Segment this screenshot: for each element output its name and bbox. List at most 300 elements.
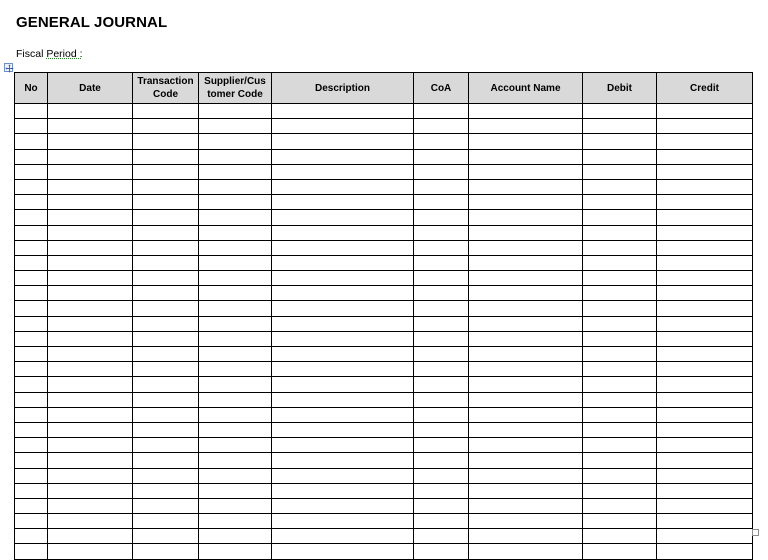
table-cell-no[interactable] xyxy=(15,301,48,316)
table-cell-account-name[interactable] xyxy=(469,422,583,437)
table-cell-date[interactable] xyxy=(48,438,133,453)
table-cell-date[interactable] xyxy=(48,529,133,544)
table-cell-debit[interactable] xyxy=(583,104,657,119)
table-cell-description[interactable] xyxy=(272,164,414,179)
table-cell-description[interactable] xyxy=(272,195,414,210)
table-cell-debit[interactable] xyxy=(583,544,657,559)
table-cell-account-name[interactable] xyxy=(469,134,583,149)
table-cell-no[interactable] xyxy=(15,514,48,529)
table-cell-transaction-code[interactable] xyxy=(133,210,199,225)
table-cell-transaction-code[interactable] xyxy=(133,104,199,119)
table-cell-supplier-customer-code[interactable] xyxy=(199,438,272,453)
table-cell-description[interactable] xyxy=(272,392,414,407)
table-cell-supplier-customer-code[interactable] xyxy=(199,134,272,149)
table-cell-supplier-customer-code[interactable] xyxy=(199,149,272,164)
table-cell-date[interactable] xyxy=(48,240,133,255)
table-cell-debit[interactable] xyxy=(583,149,657,164)
table-cell-account-name[interactable] xyxy=(469,240,583,255)
table-cell-debit[interactable] xyxy=(583,514,657,529)
table-cell-date[interactable] xyxy=(48,134,133,149)
column-header-coa: CoA xyxy=(414,73,469,104)
table-cell-description[interactable] xyxy=(272,149,414,164)
table-cell-transaction-code[interactable] xyxy=(133,331,199,346)
table-cell-no[interactable] xyxy=(15,210,48,225)
table-cell-description[interactable] xyxy=(272,529,414,544)
table-cell-coa[interactable] xyxy=(414,544,469,559)
table-cell-date[interactable] xyxy=(48,347,133,362)
table-cell-no[interactable] xyxy=(15,498,48,513)
table-row xyxy=(15,438,753,453)
table-cell-date[interactable] xyxy=(48,179,133,194)
table-cell-account-name[interactable] xyxy=(469,286,583,301)
table-cell-coa[interactable] xyxy=(414,377,469,392)
table-cell-credit[interactable] xyxy=(657,179,753,194)
table-cell-debit[interactable] xyxy=(583,286,657,301)
table-cell-debit[interactable] xyxy=(583,362,657,377)
table-cell-supplier-customer-code[interactable] xyxy=(199,164,272,179)
table-cell-account-name[interactable] xyxy=(469,407,583,422)
table-cell-transaction-code[interactable] xyxy=(133,407,199,422)
table-cell-description[interactable] xyxy=(272,134,414,149)
table-cell-description[interactable] xyxy=(272,255,414,270)
table-cell-credit[interactable] xyxy=(657,301,753,316)
table-cell-account-name[interactable] xyxy=(469,377,583,392)
table-cell-debit[interactable] xyxy=(583,453,657,468)
table-cell-transaction-code[interactable] xyxy=(133,483,199,498)
table-cell-coa[interactable] xyxy=(414,104,469,119)
table-cell-account-name[interactable] xyxy=(469,392,583,407)
table-cell-supplier-customer-code[interactable] xyxy=(199,514,272,529)
table-row xyxy=(15,195,753,210)
table-cell-account-name[interactable] xyxy=(469,119,583,134)
table-cell-account-name[interactable] xyxy=(469,316,583,331)
table-cell-date[interactable] xyxy=(48,316,133,331)
table-cell-account-name[interactable] xyxy=(469,164,583,179)
table-cell-transaction-code[interactable] xyxy=(133,529,199,544)
table-cell-debit[interactable] xyxy=(583,255,657,270)
table-cell-transaction-code[interactable] xyxy=(133,301,199,316)
table-cell-coa[interactable] xyxy=(414,316,469,331)
fiscal-period-label[interactable]: Period : xyxy=(46,48,83,60)
table-row xyxy=(15,377,753,392)
table-cell-description[interactable] xyxy=(272,104,414,119)
table-cell-debit[interactable] xyxy=(583,347,657,362)
table-cell-credit[interactable] xyxy=(657,210,753,225)
table-row xyxy=(15,286,753,301)
table-cell-account-name[interactable] xyxy=(469,149,583,164)
table-cell-credit[interactable] xyxy=(657,286,753,301)
table-cell-account-name[interactable] xyxy=(469,225,583,240)
table-cell-account-name[interactable] xyxy=(469,514,583,529)
table-cell-coa[interactable] xyxy=(414,468,469,483)
table-row xyxy=(15,210,753,225)
table-cell-no[interactable] xyxy=(15,179,48,194)
table-cell-credit[interactable] xyxy=(657,422,753,437)
table-cell-supplier-customer-code[interactable] xyxy=(199,529,272,544)
table-cell-no[interactable] xyxy=(15,544,48,559)
table-cell-no[interactable] xyxy=(15,438,48,453)
table-cell-date[interactable] xyxy=(48,225,133,240)
table-cell-debit[interactable] xyxy=(583,392,657,407)
table-cell-credit[interactable] xyxy=(657,104,753,119)
table-cell-account-name[interactable] xyxy=(469,347,583,362)
table-cell-coa[interactable] xyxy=(414,195,469,210)
table-cell-transaction-code[interactable] xyxy=(133,240,199,255)
table-cell-debit[interactable] xyxy=(583,119,657,134)
table-cell-description[interactable] xyxy=(272,407,414,422)
table-cell-coa[interactable] xyxy=(414,498,469,513)
table-cell-supplier-customer-code[interactable] xyxy=(199,179,272,194)
table-cell-credit[interactable] xyxy=(657,195,753,210)
table-cell-description[interactable] xyxy=(272,362,414,377)
table-cell-date[interactable] xyxy=(48,468,133,483)
table-cell-credit[interactable] xyxy=(657,529,753,544)
table-cell-supplier-customer-code[interactable] xyxy=(199,362,272,377)
table-cell-supplier-customer-code[interactable] xyxy=(199,195,272,210)
table-cell-no[interactable] xyxy=(15,453,48,468)
table-cell-no[interactable] xyxy=(15,104,48,119)
table-cell-supplier-customer-code[interactable] xyxy=(199,483,272,498)
table-cell-coa[interactable] xyxy=(414,286,469,301)
table-cell-date[interactable] xyxy=(48,149,133,164)
table-cell-no[interactable] xyxy=(15,119,48,134)
table-cell-account-name[interactable] xyxy=(469,301,583,316)
table-cell-credit[interactable] xyxy=(657,498,753,513)
table-cell-coa[interactable] xyxy=(414,134,469,149)
table-cell-transaction-code[interactable] xyxy=(133,164,199,179)
table-cell-date[interactable] xyxy=(48,195,133,210)
table-cell-description[interactable] xyxy=(272,347,414,362)
table-cell-no[interactable] xyxy=(15,195,48,210)
table-cell-no[interactable] xyxy=(15,331,48,346)
table-cell-credit[interactable] xyxy=(657,407,753,422)
table-cell-debit[interactable] xyxy=(583,331,657,346)
table-cell-transaction-code[interactable] xyxy=(133,149,199,164)
table-cell-supplier-customer-code[interactable] xyxy=(199,301,272,316)
table-cell-date[interactable] xyxy=(48,119,133,134)
table-cell-date[interactable] xyxy=(48,164,133,179)
table-cell-credit[interactable] xyxy=(657,544,753,559)
table-cell-description[interactable] xyxy=(272,514,414,529)
table-cell-date[interactable] xyxy=(48,255,133,270)
table-cell-supplier-customer-code[interactable] xyxy=(199,392,272,407)
table-cell-transaction-code[interactable] xyxy=(133,392,199,407)
table-cell-date[interactable] xyxy=(48,483,133,498)
table-cell-credit[interactable] xyxy=(657,362,753,377)
table-cell-no[interactable] xyxy=(15,255,48,270)
table-cell-date[interactable] xyxy=(48,331,133,346)
table-cell-credit[interactable] xyxy=(657,240,753,255)
table-cell-transaction-code[interactable] xyxy=(133,316,199,331)
table-cell-debit[interactable] xyxy=(583,468,657,483)
table-cell-transaction-code[interactable] xyxy=(133,286,199,301)
table-cell-coa[interactable] xyxy=(414,453,469,468)
table-cell-no[interactable] xyxy=(15,422,48,437)
table-cell-description[interactable] xyxy=(272,483,414,498)
table-cell-date[interactable] xyxy=(48,498,133,513)
table-cell-coa[interactable] xyxy=(414,255,469,270)
table-cell-transaction-code[interactable] xyxy=(133,498,199,513)
table-cell-account-name[interactable] xyxy=(469,498,583,513)
table-cell-no[interactable] xyxy=(15,164,48,179)
table-cell-supplier-customer-code[interactable] xyxy=(199,544,272,559)
table-cell-supplier-customer-code[interactable] xyxy=(199,225,272,240)
table-cell-supplier-customer-code[interactable] xyxy=(199,286,272,301)
column-header-supplier-customer-code: Supplier/Cus tomer Code xyxy=(199,73,272,104)
table-cell-coa[interactable] xyxy=(414,483,469,498)
table-cell-supplier-customer-code[interactable] xyxy=(199,271,272,286)
table-cell-date[interactable] xyxy=(48,271,133,286)
table-cell-supplier-customer-code[interactable] xyxy=(199,255,272,270)
table-cell-transaction-code[interactable] xyxy=(133,347,199,362)
table-cell-supplier-customer-code[interactable] xyxy=(199,119,272,134)
table-cell-coa[interactable] xyxy=(414,514,469,529)
table-cell-no[interactable] xyxy=(15,240,48,255)
table-row xyxy=(15,104,753,119)
table-cell-coa[interactable] xyxy=(414,392,469,407)
column-header-no: No xyxy=(15,73,48,104)
table-cell-account-name[interactable] xyxy=(469,438,583,453)
table-cell-debit[interactable] xyxy=(583,438,657,453)
table-row xyxy=(15,514,753,529)
table-cell-coa[interactable] xyxy=(414,149,469,164)
table-cell-account-name[interactable] xyxy=(469,195,583,210)
table-cell-account-name[interactable] xyxy=(469,362,583,377)
table-cell-description[interactable] xyxy=(272,240,414,255)
table-cell-coa[interactable] xyxy=(414,164,469,179)
table-cell-date[interactable] xyxy=(48,422,133,437)
table-row xyxy=(15,179,753,194)
table-resize-handle-icon[interactable] xyxy=(752,529,759,536)
table-cell-debit[interactable] xyxy=(583,195,657,210)
table-cell-description[interactable] xyxy=(272,271,414,286)
table-cell-coa[interactable] xyxy=(414,438,469,453)
table-cell-transaction-code[interactable] xyxy=(133,544,199,559)
table-cell-coa[interactable] xyxy=(414,422,469,437)
table-row xyxy=(15,529,753,544)
table-cell-no[interactable] xyxy=(15,286,48,301)
table-move-handle-icon[interactable] xyxy=(4,63,13,72)
table-cell-no[interactable] xyxy=(15,316,48,331)
table-row xyxy=(15,544,753,559)
table-cell-credit[interactable] xyxy=(657,468,753,483)
table-cell-debit[interactable] xyxy=(583,240,657,255)
table-cell-description[interactable] xyxy=(272,210,414,225)
table-cell-account-name[interactable] xyxy=(469,210,583,225)
table-cell-date[interactable] xyxy=(48,104,133,119)
table-cell-coa[interactable] xyxy=(414,179,469,194)
table-cell-no[interactable] xyxy=(15,468,48,483)
table-cell-account-name[interactable] xyxy=(469,453,583,468)
table-cell-date[interactable] xyxy=(48,377,133,392)
table-cell-credit[interactable] xyxy=(657,119,753,134)
table-cell-transaction-code[interactable] xyxy=(133,271,199,286)
table-cell-supplier-customer-code[interactable] xyxy=(199,210,272,225)
table-cell-account-name[interactable] xyxy=(469,468,583,483)
table-cell-transaction-code[interactable] xyxy=(133,195,199,210)
table-cell-date[interactable] xyxy=(48,544,133,559)
table-cell-date[interactable] xyxy=(48,286,133,301)
table-row xyxy=(15,134,753,149)
table-cell-transaction-code[interactable] xyxy=(133,362,199,377)
table-cell-debit[interactable] xyxy=(583,164,657,179)
table-cell-coa[interactable] xyxy=(414,301,469,316)
table-cell-description[interactable] xyxy=(272,301,414,316)
table-cell-debit[interactable] xyxy=(583,498,657,513)
table-cell-date[interactable] xyxy=(48,392,133,407)
table-cell-coa[interactable] xyxy=(414,225,469,240)
table-cell-transaction-code[interactable] xyxy=(133,119,199,134)
table-cell-debit[interactable] xyxy=(583,134,657,149)
table-row xyxy=(15,240,753,255)
table-cell-no[interactable] xyxy=(15,377,48,392)
table-cell-date[interactable] xyxy=(48,514,133,529)
table-cell-debit[interactable] xyxy=(583,483,657,498)
table-cell-debit[interactable] xyxy=(583,377,657,392)
table-cell-account-name[interactable] xyxy=(469,271,583,286)
table-cell-transaction-code[interactable] xyxy=(133,377,199,392)
table-cell-coa[interactable] xyxy=(414,362,469,377)
table-cell-description[interactable] xyxy=(272,468,414,483)
table-cell-supplier-customer-code[interactable] xyxy=(199,498,272,513)
table-cell-no[interactable] xyxy=(15,149,48,164)
table-row xyxy=(15,347,753,362)
table-cell-no[interactable] xyxy=(15,271,48,286)
table-cell-debit[interactable] xyxy=(583,422,657,437)
table-cell-no[interactable] xyxy=(15,483,48,498)
table-cell-debit[interactable] xyxy=(583,316,657,331)
table-cell-description[interactable] xyxy=(272,179,414,194)
column-header-credit: Credit xyxy=(657,73,753,104)
table-cell-credit[interactable] xyxy=(657,514,753,529)
table-header-row xyxy=(15,73,753,104)
table-cell-date[interactable] xyxy=(48,453,133,468)
table-cell-debit[interactable] xyxy=(583,179,657,194)
table-row xyxy=(15,149,753,164)
table-cell-supplier-customer-code[interactable] xyxy=(199,331,272,346)
table-cell-account-name[interactable] xyxy=(469,104,583,119)
table-cell-credit[interactable] xyxy=(657,164,753,179)
table-cell-coa[interactable] xyxy=(414,407,469,422)
table-row xyxy=(15,225,753,240)
table-row xyxy=(15,407,753,422)
table-cell-no[interactable] xyxy=(15,347,48,362)
table-cell-description[interactable] xyxy=(272,544,414,559)
table-cell-coa[interactable] xyxy=(414,529,469,544)
table-cell-description[interactable] xyxy=(272,453,414,468)
table-cell-credit[interactable] xyxy=(657,134,753,149)
table-cell-description[interactable] xyxy=(272,331,414,346)
table-cell-supplier-customer-code[interactable] xyxy=(199,453,272,468)
table-cell-coa[interactable] xyxy=(414,331,469,346)
table-cell-no[interactable] xyxy=(15,407,48,422)
table-cell-description[interactable] xyxy=(272,119,414,134)
table-cell-description[interactable] xyxy=(272,225,414,240)
table-cell-credit[interactable] xyxy=(657,316,753,331)
table-cell-transaction-code[interactable] xyxy=(133,468,199,483)
table-cell-coa[interactable] xyxy=(414,271,469,286)
table-cell-description[interactable] xyxy=(272,377,414,392)
table-row xyxy=(15,316,753,331)
table-cell-credit[interactable] xyxy=(657,483,753,498)
table-cell-date[interactable] xyxy=(48,407,133,422)
table-cell-description[interactable] xyxy=(272,286,414,301)
table-body xyxy=(15,104,753,560)
table-cell-supplier-customer-code[interactable] xyxy=(199,377,272,392)
table-cell-credit[interactable] xyxy=(657,453,753,468)
column-header-description: Description xyxy=(272,73,414,104)
table-cell-supplier-customer-code[interactable] xyxy=(199,407,272,422)
table-cell-credit[interactable] xyxy=(657,438,753,453)
table-row xyxy=(15,271,753,286)
table-cell-transaction-code[interactable] xyxy=(133,422,199,437)
table-cell-supplier-customer-code[interactable] xyxy=(199,468,272,483)
table-cell-account-name[interactable] xyxy=(469,179,583,194)
table-cell-debit[interactable] xyxy=(583,407,657,422)
table-cell-credit[interactable] xyxy=(657,255,753,270)
table-cell-coa[interactable] xyxy=(414,240,469,255)
table-cell-transaction-code[interactable] xyxy=(133,225,199,240)
table-cell-account-name[interactable] xyxy=(469,483,583,498)
table-cell-transaction-code[interactable] xyxy=(133,179,199,194)
table-cell-transaction-code[interactable] xyxy=(133,438,199,453)
table-cell-description[interactable] xyxy=(272,498,414,513)
table-cell-debit[interactable] xyxy=(583,271,657,286)
table-cell-credit[interactable] xyxy=(657,149,753,164)
table-cell-debit[interactable] xyxy=(583,301,657,316)
table-cell-transaction-code[interactable] xyxy=(133,255,199,270)
table-cell-debit[interactable] xyxy=(583,210,657,225)
column-header-date: Date xyxy=(48,73,133,104)
table-cell-supplier-customer-code[interactable] xyxy=(199,422,272,437)
table-cell-supplier-customer-code[interactable] xyxy=(199,316,272,331)
table-cell-coa[interactable] xyxy=(414,119,469,134)
table-cell-date[interactable] xyxy=(48,301,133,316)
table-cell-credit[interactable] xyxy=(657,347,753,362)
table-cell-account-name[interactable] xyxy=(469,529,583,544)
table-cell-no[interactable] xyxy=(15,134,48,149)
table-cell-supplier-customer-code[interactable] xyxy=(199,347,272,362)
table-cell-debit[interactable] xyxy=(583,225,657,240)
table-cell-date[interactable] xyxy=(48,362,133,377)
table-cell-account-name[interactable] xyxy=(469,255,583,270)
table-cell-credit[interactable] xyxy=(657,225,753,240)
table-cell-no[interactable] xyxy=(15,392,48,407)
table-cell-description[interactable] xyxy=(272,438,414,453)
table-cell-date[interactable] xyxy=(48,210,133,225)
table-cell-coa[interactable] xyxy=(414,347,469,362)
table-cell-debit[interactable] xyxy=(583,529,657,544)
table-cell-credit[interactable] xyxy=(657,331,753,346)
table-cell-coa[interactable] xyxy=(414,210,469,225)
table-cell-transaction-code[interactable] xyxy=(133,514,199,529)
table-cell-transaction-code[interactable] xyxy=(133,453,199,468)
table-cell-no[interactable] xyxy=(15,225,48,240)
table-cell-credit[interactable] xyxy=(657,271,753,286)
table-cell-supplier-customer-code[interactable] xyxy=(199,104,272,119)
table-cell-credit[interactable] xyxy=(657,392,753,407)
table-cell-account-name[interactable] xyxy=(469,331,583,346)
table-cell-credit[interactable] xyxy=(657,377,753,392)
table-cell-no[interactable] xyxy=(15,529,48,544)
table-cell-supplier-customer-code[interactable] xyxy=(199,240,272,255)
table-cell-description[interactable] xyxy=(272,316,414,331)
table-cell-no[interactable] xyxy=(15,362,48,377)
fiscal-label: Fiscal xyxy=(16,48,44,60)
table-cell-transaction-code[interactable] xyxy=(133,134,199,149)
table-cell-account-name[interactable] xyxy=(469,544,583,559)
table-cell-description[interactable] xyxy=(272,422,414,437)
